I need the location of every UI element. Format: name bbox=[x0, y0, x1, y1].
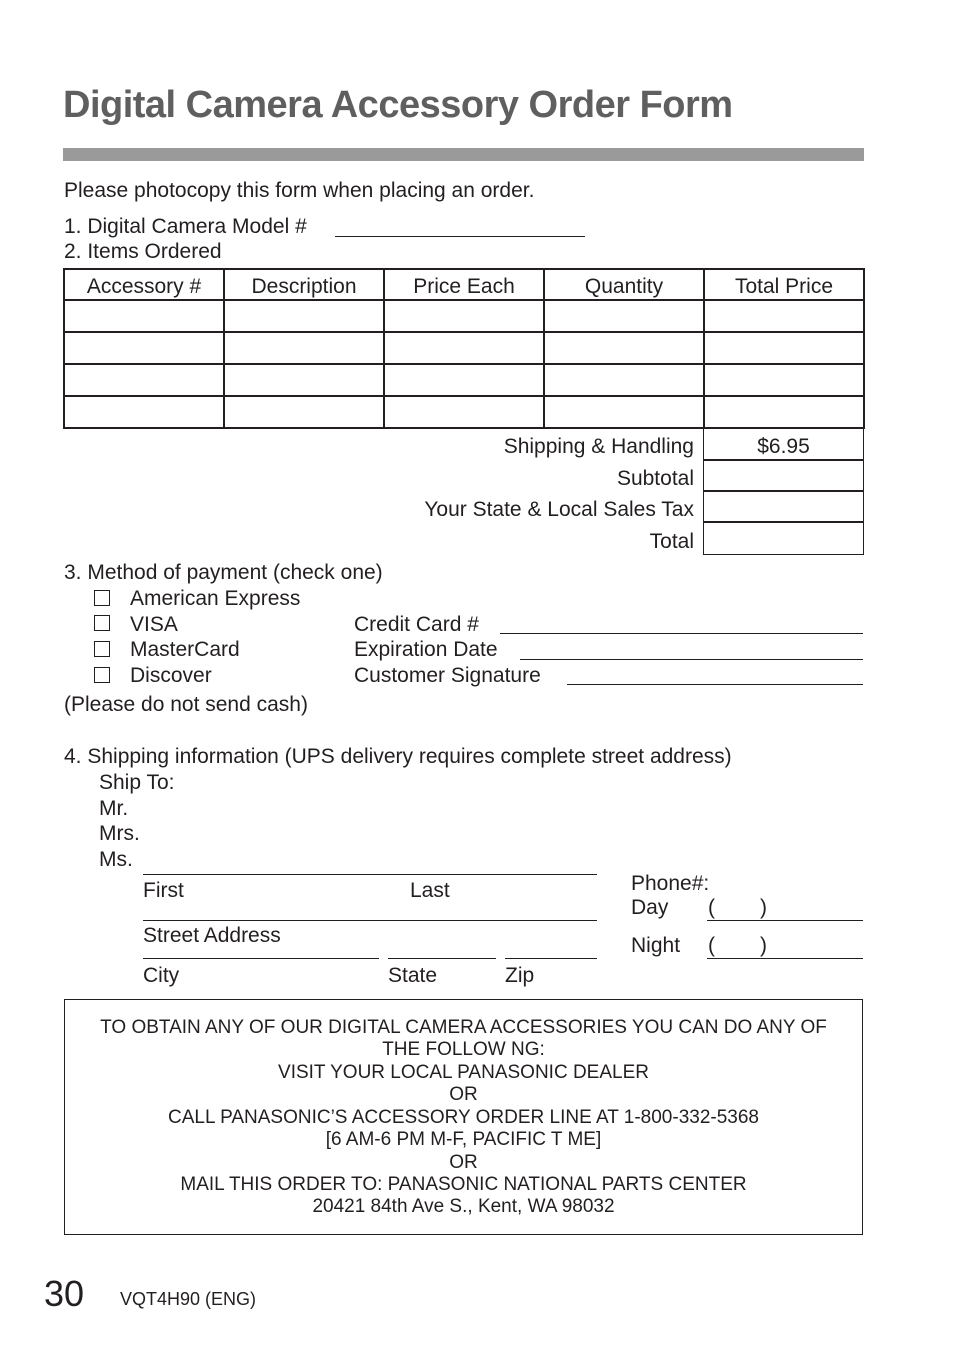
notice-line: 20421 84th Ave S., Kent, WA 98032 bbox=[312, 1196, 615, 1217]
mastercard-label: MasterCard bbox=[130, 638, 240, 661]
description-cell[interactable] bbox=[226, 398, 382, 426]
table-grid-line bbox=[543, 268, 545, 429]
customer-signature-field[interactable] bbox=[567, 684, 863, 685]
credit-card-label: Credit Card # bbox=[354, 613, 479, 636]
table-grid-line bbox=[64, 331, 864, 333]
day-phone-field[interactable] bbox=[707, 920, 863, 921]
accessory-number-cell[interactable] bbox=[66, 398, 222, 426]
city-label: City bbox=[143, 964, 180, 987]
state-label: State bbox=[388, 964, 438, 987]
sales-tax-label: Your State & Local Sales Tax bbox=[424, 498, 694, 521]
discover-checkbox[interactable] bbox=[94, 667, 110, 683]
city-field[interactable] bbox=[143, 958, 379, 959]
name-field[interactable] bbox=[143, 874, 597, 875]
title-divider-bar bbox=[63, 148, 864, 161]
total-price-cell[interactable] bbox=[706, 366, 862, 394]
night-paren-open: ( bbox=[708, 934, 715, 957]
intro-text: Please photocopy this form when placing an order. bbox=[64, 179, 535, 202]
notice-line: TO OBTAIN ANY OF OUR DIGITAL CAMERA ACCESSORIES YOU CAN DO ANY OF bbox=[100, 1017, 827, 1038]
zip-field[interactable] bbox=[505, 958, 597, 959]
price-each-cell[interactable] bbox=[386, 334, 542, 362]
table-grid-line bbox=[64, 299, 864, 301]
description-cell[interactable] bbox=[226, 366, 382, 394]
price-each-cell[interactable] bbox=[386, 366, 542, 394]
header-price-each: Price Each bbox=[413, 275, 515, 298]
header-total-price: Total Price bbox=[734, 275, 834, 298]
items-ordered-label: 2. Items Ordered bbox=[64, 240, 222, 263]
street-address-label: Street Address bbox=[143, 924, 281, 947]
quantity-cell[interactable] bbox=[546, 366, 702, 394]
notice-line: THE FOLLOW NG: bbox=[382, 1039, 545, 1060]
price-each-cell[interactable] bbox=[386, 302, 542, 330]
page-number: 30 bbox=[44, 1273, 85, 1314]
table-grid-line bbox=[64, 268, 864, 270]
header-accessory-number: Accessory # bbox=[86, 275, 202, 298]
notice-line: CALL PANASONIC’S ACCESSORY ORDER LINE AT 1-800-332-5368 bbox=[167, 1107, 759, 1128]
quantity-cell[interactable] bbox=[546, 302, 702, 330]
document-code: VQT4H90 (ENG) bbox=[120, 1289, 257, 1309]
total-field[interactable] bbox=[703, 521, 864, 555]
notice-line: OR bbox=[449, 1152, 478, 1173]
total-price-cell[interactable] bbox=[706, 302, 862, 330]
mastercard-checkbox[interactable] bbox=[94, 641, 110, 657]
total-price-cell[interactable] bbox=[706, 334, 862, 362]
accessory-number-cell[interactable] bbox=[66, 302, 222, 330]
shipping-heading: 4. Shipping information (UPS delivery requires complete street address) bbox=[64, 745, 732, 768]
amex-label: American Express bbox=[130, 587, 301, 610]
table-grid-line bbox=[703, 268, 705, 429]
accessory-number-cell[interactable] bbox=[66, 334, 222, 362]
ordering-notice-box bbox=[64, 999, 863, 1235]
shipping-handling-value: $6.95 bbox=[703, 428, 864, 461]
header-description: Description bbox=[251, 275, 357, 298]
notice-line: VISIT YOUR LOCAL PANASONIC DEALER bbox=[278, 1062, 649, 1083]
table-grid-line bbox=[64, 395, 864, 397]
sales-tax-field[interactable] bbox=[703, 490, 864, 523]
visa-checkbox[interactable] bbox=[94, 615, 110, 631]
table-grid-line bbox=[863, 268, 865, 429]
subtotal-field[interactable] bbox=[703, 459, 864, 492]
header-quantity: Quantity bbox=[584, 275, 664, 298]
amex-checkbox[interactable] bbox=[94, 590, 110, 606]
quantity-cell[interactable] bbox=[546, 334, 702, 362]
table-grid-line bbox=[63, 268, 65, 429]
state-field[interactable] bbox=[388, 958, 496, 959]
street-address-field[interactable] bbox=[143, 920, 597, 921]
expiration-date-field[interactable] bbox=[520, 659, 863, 660]
title-mr[interactable]: Mr. bbox=[99, 797, 129, 820]
notice-line: OR bbox=[449, 1084, 478, 1105]
no-cash-note: (Please do not send cash) bbox=[64, 693, 308, 716]
ship-to-label: Ship To: bbox=[99, 771, 175, 794]
description-cell[interactable] bbox=[226, 302, 382, 330]
day-paren-close: ) bbox=[760, 896, 767, 919]
first-name-label: First bbox=[143, 879, 184, 902]
quantity-cell[interactable] bbox=[546, 398, 702, 426]
description-cell[interactable] bbox=[226, 334, 382, 362]
title-mrs[interactable]: Mrs. bbox=[99, 822, 140, 845]
night-paren-close: ) bbox=[760, 934, 767, 957]
total-price-cell[interactable] bbox=[706, 398, 862, 426]
subtotal-label: Subtotal bbox=[616, 467, 694, 490]
notice-line: MAIL THIS ORDER TO: PANASONIC NATIONAL PARTS CENTER bbox=[180, 1174, 747, 1195]
visa-label: VISA bbox=[130, 613, 178, 636]
shipping-handling-label: Shipping & Handling bbox=[503, 435, 694, 458]
title-ms[interactable]: Ms. bbox=[99, 848, 133, 871]
model-label: 1. Digital Camera Model # bbox=[64, 215, 307, 238]
zip-label: Zip bbox=[505, 964, 535, 987]
day-phone-label: Day bbox=[631, 896, 669, 919]
credit-card-field[interactable] bbox=[500, 633, 863, 634]
notice-line: [6 AM-6 PM M-F, PACIFIC T ME] bbox=[325, 1129, 602, 1150]
total-label: Total bbox=[649, 530, 694, 553]
payment-heading: 3. Method of payment (check one) bbox=[64, 561, 383, 584]
night-phone-label: Night bbox=[631, 934, 681, 957]
accessory-number-cell[interactable] bbox=[66, 366, 222, 394]
customer-signature-label: Customer Signature bbox=[354, 664, 541, 687]
night-phone-field[interactable] bbox=[707, 958, 863, 959]
day-paren-open: ( bbox=[708, 896, 715, 919]
last-name-label: Last bbox=[410, 879, 450, 902]
phone-label: Phone#: bbox=[631, 872, 710, 895]
page-title: Digital Camera Accessory Order Form bbox=[63, 84, 733, 126]
table-grid-line bbox=[64, 363, 864, 365]
price-each-cell[interactable] bbox=[386, 398, 542, 426]
model-number-field[interactable] bbox=[335, 236, 585, 237]
expiration-date-label: Expiration Date bbox=[354, 638, 498, 661]
table-grid-line bbox=[223, 268, 225, 429]
discover-label: Discover bbox=[130, 664, 212, 687]
table-grid-line bbox=[383, 268, 385, 429]
